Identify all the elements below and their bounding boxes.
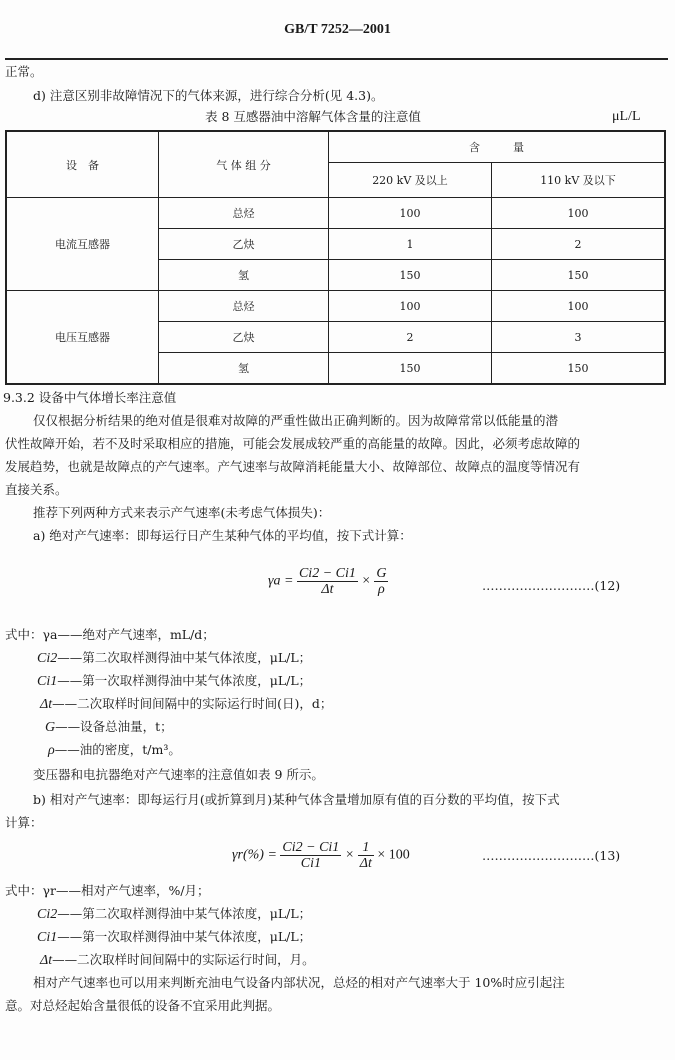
section-title: 9.3.2 设备中气体增长率注意值 — [3, 390, 177, 405]
definition: ——二次取样时间间隔中的实际运行时间(日)，d； — [52, 696, 333, 711]
page-header: GB/T 7252—2001 — [284, 22, 391, 37]
header-rule — [5, 58, 668, 60]
denominator: Ci1 — [300, 856, 321, 871]
gas-cell: 乙炔 — [159, 229, 329, 260]
where-line — [5, 883, 210, 899]
where-line — [40, 696, 332, 713]
definition: ——第一次取样测得油中某气体浓度，μL/L； — [57, 929, 312, 944]
where-line — [40, 952, 315, 969]
value-cell: 150 — [329, 260, 492, 291]
symbol: 式中：γa — [5, 627, 58, 642]
value-cell: 100 — [492, 198, 666, 229]
text-line: a) 绝对产气速率：即每运行日产生某种气体的平均值，按下式计算： — [33, 528, 412, 543]
fraction — [358, 840, 374, 871]
denominator: Δt — [321, 582, 334, 597]
symbol: G — [45, 720, 56, 735]
device-cell: 电流互感器 — [6, 198, 159, 291]
header-110kv: 110 kV 及以下 — [492, 163, 666, 198]
value-cell: 150 — [492, 260, 666, 291]
formula-lhs: γa = — [268, 573, 294, 589]
definition: ——第二次取样测得油中某气体浓度，μL/L； — [57, 906, 312, 921]
where-line — [5, 627, 215, 643]
value-cell: 3 — [492, 322, 666, 353]
gas-cell: 氢 — [159, 353, 329, 385]
value-cell: 2 — [329, 322, 492, 353]
text-line: 正常。 — [5, 64, 43, 79]
definition: ——绝对产气速率，mL/d； — [57, 627, 215, 642]
symbol: 式中：γr — [5, 883, 56, 898]
fraction — [280, 840, 341, 871]
fraction — [374, 566, 388, 597]
definition: ——第二次取样测得油中某气体浓度，μL/L； — [57, 650, 312, 665]
where-line — [37, 929, 311, 946]
definition: ——设备总油量，t； — [55, 719, 173, 734]
text-line: 仅仅根据分析结果的绝对值是很难对故障的严重性做出正确判断的。因为故障常常以低能量的潜 — [33, 413, 559, 428]
header-gas: 气 体 组 分 — [159, 131, 329, 198]
where-line — [37, 673, 311, 690]
numerator: Ci2 − Ci1 — [282, 840, 340, 855]
text-line: 相对产气速率也可以用来判断充油电气设备内部状况，总烃的相对产气速率大于 10%时应引起注 — [33, 975, 565, 990]
equation-number: ………………………(12) — [482, 578, 621, 593]
value-cell: 1 — [329, 229, 492, 260]
text-line: 直接关系。 — [5, 482, 68, 497]
formula-tail: × 100 — [377, 847, 410, 863]
symbol: Ci1 — [37, 930, 58, 945]
definition: ——二次取样时间间隔中的实际运行时间，月。 — [52, 952, 315, 967]
where-line — [37, 650, 311, 667]
symbol: Δt — [40, 697, 53, 712]
table-row — [6, 198, 665, 229]
header-device: 设 备 — [6, 131, 159, 198]
gas-cell: 总烃 — [159, 198, 329, 229]
symbol: Ci2 — [37, 651, 58, 666]
gas-cell: 氢 — [159, 260, 329, 291]
numerator: G — [376, 566, 387, 581]
table-caption: 表 8 互感器油中溶解气体含量的注意值 — [205, 109, 421, 124]
formula-lhs: γr(%) = — [232, 847, 277, 863]
numerator: 1 — [358, 840, 374, 856]
where-line — [48, 742, 181, 759]
gas-limit-table — [5, 130, 666, 385]
symbol: Ci2 — [37, 907, 58, 922]
symbol: Δt — [40, 953, 53, 968]
numerator: Ci2 − Ci1 — [298, 566, 356, 581]
text-line: b) 相对产气速率：即每运行月(或折算到月)某种气体含量增加原有值的百分数的平均值，按下式 — [33, 792, 560, 807]
denominator: ρ — [378, 582, 385, 597]
table-row — [6, 291, 665, 322]
value-cell: 2 — [492, 229, 666, 260]
text-line: 变压器和电抗器绝对产气速率的注意值如表 9 所示。 — [33, 767, 324, 782]
text-line: 伏性故障开始，若不及时采取相应的措施，可能会发展成较严重的高能量的故障。因此，必须考虑故障的 — [5, 436, 581, 451]
text-line: 意。对总烃起始含量很低的设备不宜采用此判据。 — [5, 998, 281, 1013]
value-cell: 150 — [329, 353, 492, 385]
definition: ——第一次取样测得油中某气体浓度，μL/L； — [57, 673, 312, 688]
equation-number: ………………………(13) — [482, 848, 621, 863]
text-line: 计算： — [5, 815, 43, 830]
text-line: 发展趋势，也就是故障点的产气速率。产气速率与故障消耗能量大小、故障部位、故障点的温度等情况有 — [5, 459, 581, 474]
value-cell: 100 — [329, 291, 492, 322]
formula-12: γa = $\frac{Ci2 - Ci1}{\Delta t}$ × $\frac{G}{\rho}$ — [268, 566, 387, 597]
gas-cell: 乙炔 — [159, 322, 329, 353]
text-line: d) 注意区别非故障情况下的气体来源，进行综合分析(见 4.3)。 — [33, 88, 384, 103]
device-cell: 电压互感器 — [6, 291, 159, 385]
where-line — [45, 719, 173, 736]
symbol: Ci1 — [37, 674, 58, 689]
gas-cell: 总烃 — [159, 291, 329, 322]
header-220kv: 220 kV 及以上 — [329, 163, 492, 198]
value-cell: 100 — [329, 198, 492, 229]
text-line: 推荐下列两种方式来表示产气速率(未考虑气体损失)： — [33, 505, 331, 520]
symbol: ρ — [48, 743, 55, 758]
header-content: 含 量 — [329, 131, 666, 163]
value-cell: 100 — [492, 291, 666, 322]
fraction — [297, 566, 358, 597]
definition: ——相对产气速率，%/月； — [55, 883, 210, 898]
value-cell: 150 — [492, 353, 666, 385]
formula-13: γr(%) = $\frac{Ci2 - Ci1}{Ci1}$ × $\frac{1}{\Delta t}$ × 100 — [232, 840, 410, 871]
definition: ——油的密度，t/m³。 — [54, 742, 181, 757]
denominator: Δt — [359, 856, 372, 871]
where-line — [37, 906, 311, 923]
table-unit: μL/L — [612, 109, 641, 124]
